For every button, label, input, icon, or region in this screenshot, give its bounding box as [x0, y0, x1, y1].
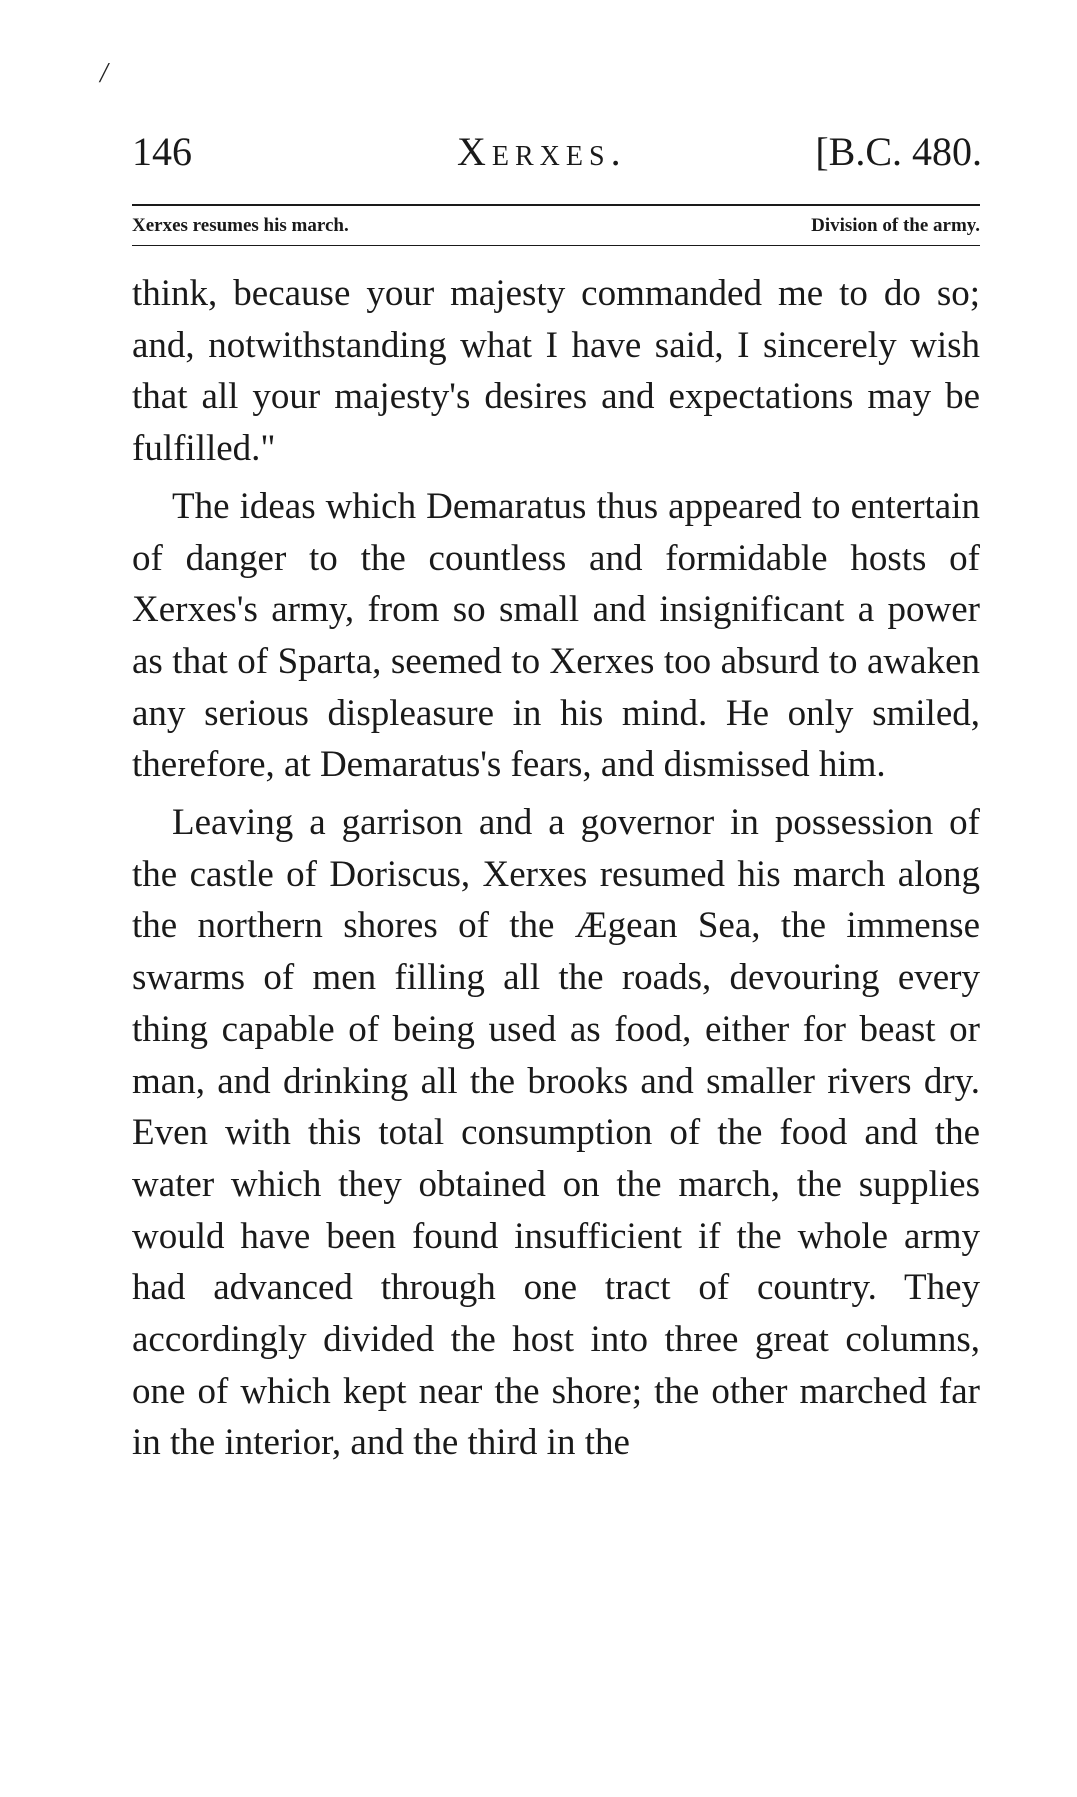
side-note-right: Division of the army.	[811, 215, 980, 236]
paragraph-3: Leaving a garrison and a governor in possession of the castle of Doriscus, Xerxes resumed his march along the northern shores of the Ægean Sea, the immense swarms of men filling all the roads, devouring every thing capable of being used as food, either for beast or man, and drinking all the brooks and smaller rivers dry. Even with this total consumption of the food and the water which they obtained on the march, the supplies would have been found insufficient if the whole army had advanced through one tract of country. They accordingly divided the host into three great columns, one of which kept near the shore; the other marched far in the interior, and the third in the	[132, 802, 980, 1464]
side-note-left: Xerxes resumes his march.	[132, 215, 349, 236]
header-rule-top	[132, 204, 980, 206]
header-rule-bottom	[132, 245, 980, 246]
paragraph-1: think, because your majesty commanded me to do so; and, notwithstanding what I have said, I sincerely wish that all your majesty's desires and expectations may be fulfilled."	[132, 273, 980, 470]
book-title: Xerxes.	[457, 129, 627, 174]
page-number: 146	[132, 129, 192, 174]
side-notes	[132, 215, 980, 241]
margin-mark: /	[100, 58, 108, 89]
body-text	[132, 268, 980, 1469]
paragraph-2: The ideas which Demaratus thus appeared to entertain of danger to the countless and formidable hosts of Xerxes's army, from so small and insignificant a power as that of Sparta, seemed to Xerxes too absurd to awaken any serious displeasure in his mind. He only smiled, therefore, at Demaratus's fears, and dismissed him.	[132, 485, 980, 786]
running-head	[132, 128, 982, 178]
date-label: [B.C. 480.	[815, 129, 982, 174]
